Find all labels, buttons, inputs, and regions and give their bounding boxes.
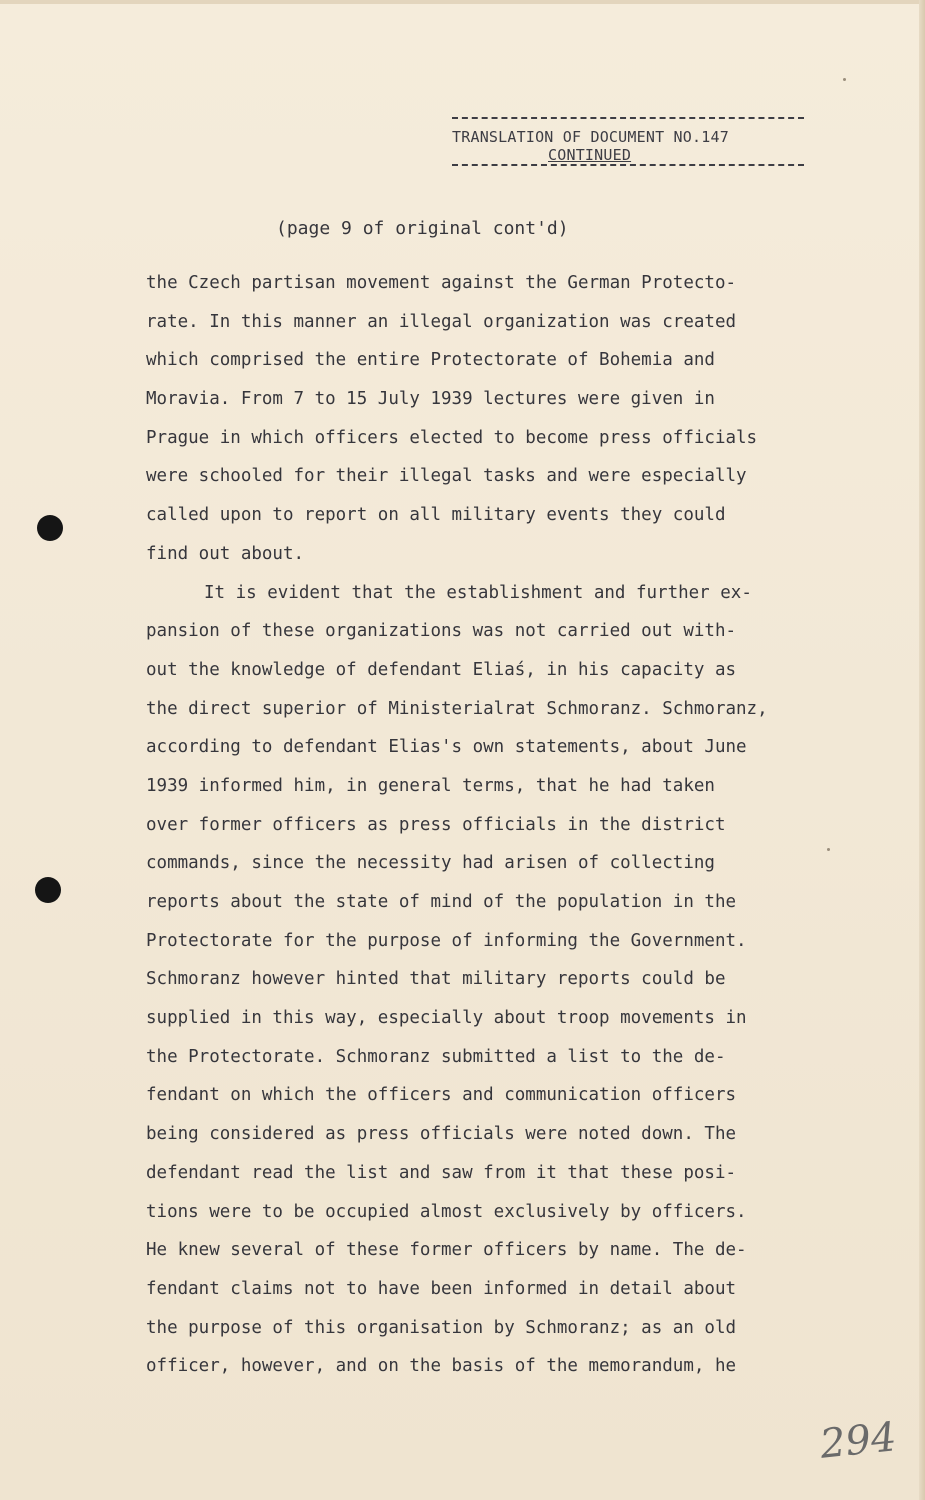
text-line: Schmoranz however hinted that military reports could be (146, 969, 726, 990)
page-top-edge (0, 0, 925, 4)
text-line: were schooled for their illegal tasks and were especially (146, 466, 747, 487)
text-line: Moravia. From 7 to 15 July 1939 lectures were given in (146, 389, 715, 410)
text-line: find out about. (146, 543, 305, 564)
header-title: TRANSLATION OF DOCUMENT NO.147 (452, 128, 729, 146)
handwritten-page-number: 294 (817, 1414, 899, 1468)
text-line: It is evident that the establishment and further ex- (204, 582, 752, 603)
text-line: pansion of these organizations was not carried out with- (146, 621, 737, 642)
text-line: He knew several of these former officers by name. The de- (146, 1240, 747, 1261)
body-text (146, 264, 886, 1386)
text-line: rate. In this manner an illegal organization was created (146, 311, 737, 332)
header-rule-bottom (452, 164, 804, 166)
text-line: 1939 informed him, in general terms, that he had taken (146, 775, 715, 796)
text-line: being considered as press officials were noted down. The (146, 1124, 737, 1145)
text-line: called upon to report on all military events they could (146, 505, 726, 526)
paper-speck (827, 848, 830, 851)
text-line: which comprised the entire Protectorate of Bohemia and (146, 350, 715, 371)
text-line: according to defendant Elias's own statements, about June (146, 737, 747, 758)
text-line: fendant on which the officers and communication officers (146, 1085, 737, 1106)
text-line: Protectorate for the purpose of informing the Government. (146, 930, 747, 951)
text-line: commands, since the necessity had arisen of collecting (146, 853, 715, 874)
punch-hole (35, 877, 61, 903)
text-line: officer, however, and on the basis of the memorandum, he (146, 1356, 737, 1377)
page-right-edge (919, 0, 925, 1500)
page-note: (page 9 of original cont'd) (276, 218, 569, 239)
text-line: the purpose of this organisation by Schmoranz; as an old (146, 1317, 737, 1338)
text-line: fendant claims not to have been informed in detail about (146, 1278, 737, 1299)
header-rule-top (452, 117, 804, 119)
text-line: defendant read the list and saw from it that these posi- (146, 1162, 737, 1183)
text-line: out the knowledge of defendant Eliaś, in his capacity as (146, 659, 737, 680)
text-line: tions were to be occupied almost exclusively by officers. (146, 1201, 747, 1222)
text-line: reports about the state of mind of the population in the (146, 892, 737, 912)
paper-speck (843, 78, 846, 81)
text-line: supplied in this way, especially about troop movements in (146, 1008, 747, 1029)
text-line: the Protectorate. Schmoranz submitted a list to the de- (146, 1046, 726, 1067)
punch-hole (37, 515, 63, 541)
text-line: the direct superior of Ministerialrat Schmoranz. Schmoranz, (146, 698, 768, 719)
text-line: over former officers as press officials in the district (146, 814, 726, 835)
header-subtitle: CONTINUED (548, 146, 632, 164)
text-line: Prague in which officers elected to become press officials (146, 427, 758, 448)
text-line: the Czech partisan movement against the German Protecto- (146, 273, 737, 293)
document-header (452, 117, 807, 166)
